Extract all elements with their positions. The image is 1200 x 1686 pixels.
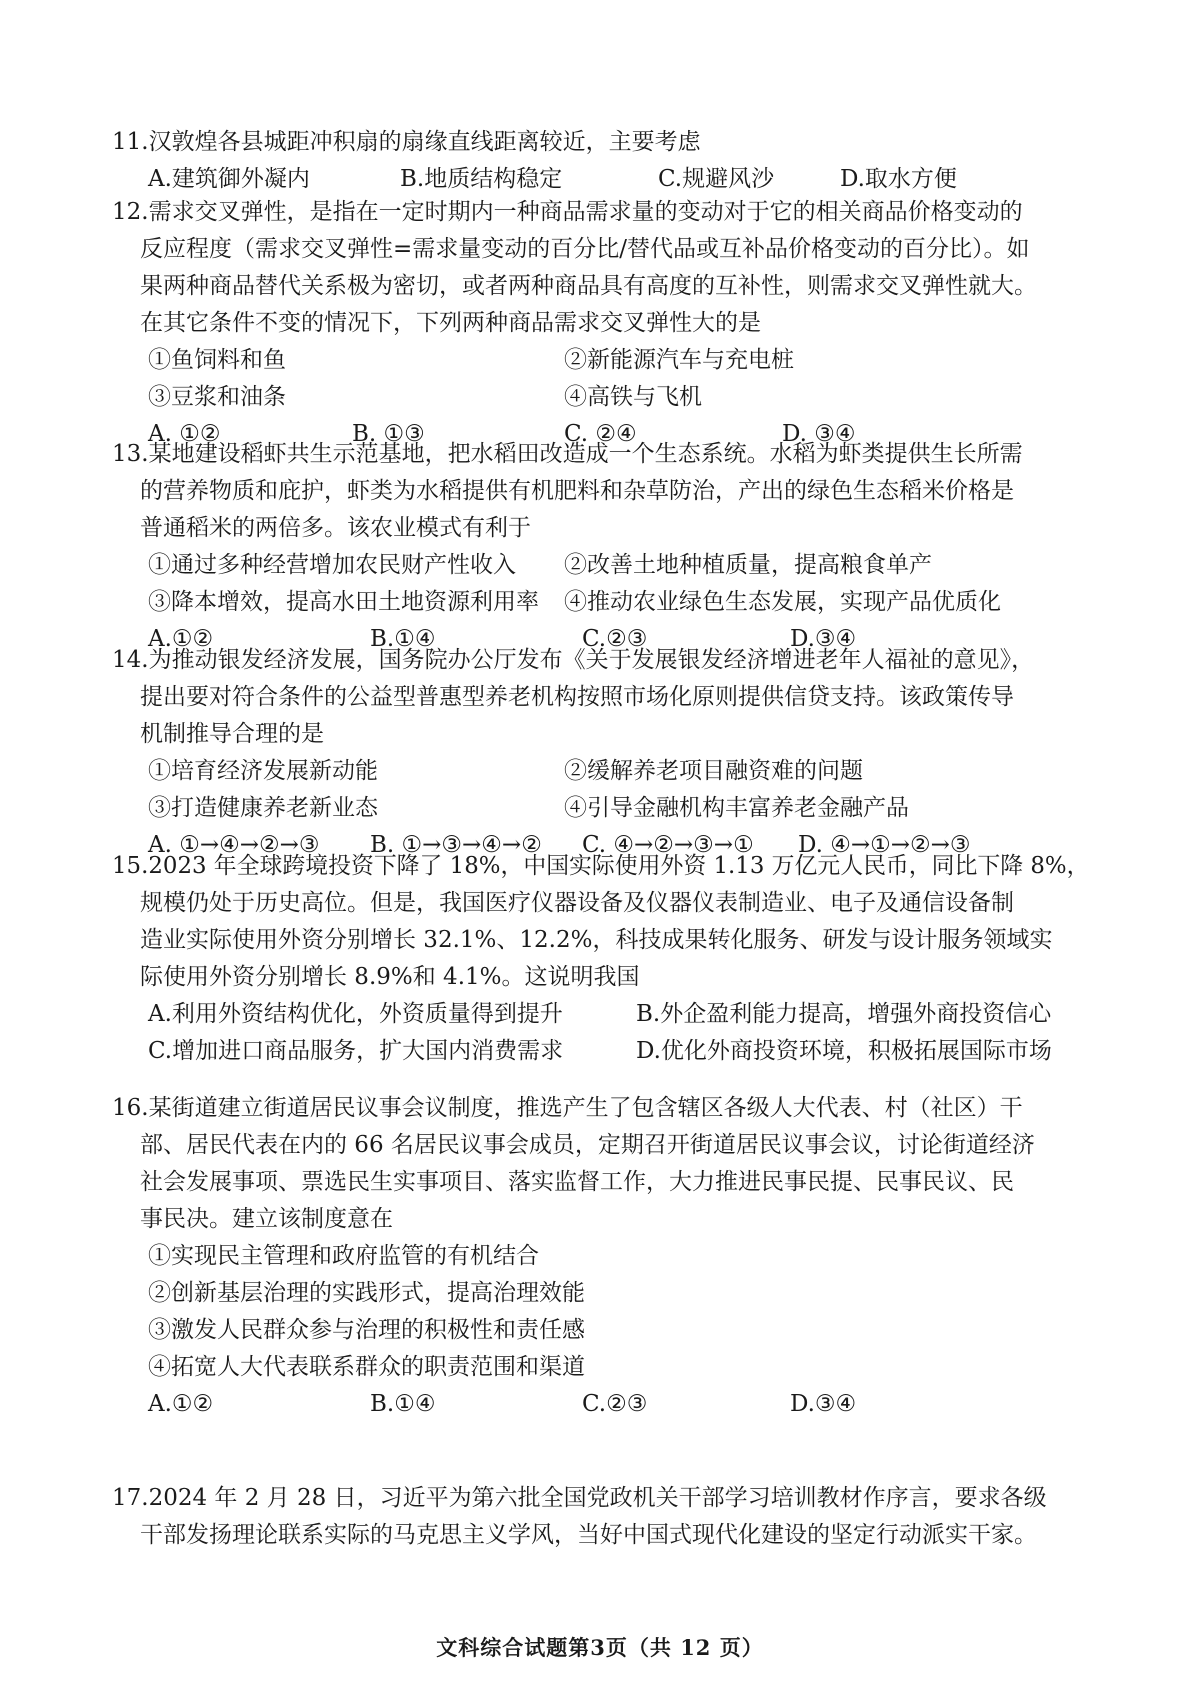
question-12 (112, 194, 1078, 453)
item-4: ④引导金融机构丰富养老金融产品 (564, 795, 909, 821)
choice-row (118, 1033, 1078, 1070)
question-15 (112, 848, 1090, 1070)
choice-d: D.取水方便 (840, 166, 957, 192)
choice-b: B. ①③ (352, 421, 425, 447)
choice-a: A. ①② (148, 421, 221, 447)
item-3: ③豆浆和油条 (148, 384, 286, 410)
question-stem-line: 普通稻米的两倍多。该农业模式有利于 (140, 515, 531, 541)
choice-d: D.③④ (790, 1391, 857, 1417)
choice-c: C.规避风沙 (658, 166, 775, 192)
item-3: ③打造健康养老新业态 (148, 795, 378, 821)
question-stem-line: 事民决。建立该制度意在 (140, 1206, 393, 1232)
question-stem-line: 干部发扬理论联系实际的马克思主义学风，当好中国式现代化建设的坚定行动派实干家。 (140, 1522, 1037, 1548)
item-1: ①实现民主管理和政府监管的有机结合 (148, 1243, 539, 1269)
item-row (118, 1312, 1078, 1349)
item-2: ②新能源汽车与充电桩 (564, 347, 794, 373)
question-stem-line: 社会发展事项、票选民生实事项目、落实监督工作，大力推进民事民提、民事民议、民 (140, 1169, 1014, 1195)
choice-c: C. ②④ (564, 421, 637, 447)
question-14 (112, 642, 1078, 864)
question-stem-line: 果两种商品替代关系极为密切，或者两种商品具有高度的互补性，则需求交叉弹性就大。 (140, 273, 1037, 299)
choice-a: A. ①→④→②→③ (148, 832, 320, 858)
choice-b: B.外企盈利能力提高，增强外商投资信心 (636, 1001, 1052, 1027)
question-stem-line: 17.2024 年 2 月 28 日，习近平为第六批全国党政机关干部学习培训教材作序言，要求各级 (112, 1485, 1047, 1511)
page-footer: 文科综合试题第3页（共 12 页） (436, 1635, 764, 1660)
item-2: ②改善土地种植质量，提高粮食单产 (564, 552, 932, 578)
choice-a: A.利用外资结构优化，外资质量得到提升 (148, 1001, 563, 1027)
question-stem-line: 12.需求交叉弹性，是指在一定时期内一种商品需求量的变动对于它的相关商品价格变动的 (112, 199, 1023, 225)
choice-row (118, 1386, 1078, 1423)
question-17 (112, 1480, 1078, 1554)
question-stem-line: 际使用外资分别增长 8.9%和 4.1%。这说明我国 (140, 964, 640, 990)
item-1: ①培育经济发展新动能 (148, 758, 378, 784)
choice-b: B. ①→③→④→② (370, 832, 542, 858)
item-row (118, 1238, 1078, 1275)
item-row (118, 1275, 1078, 1312)
item-1: ①鱼饲料和鱼 (148, 347, 286, 373)
choice-c: C.增加进口商品服务，扩大国内消费需求 (148, 1038, 564, 1064)
item-4: ④拓宽人大代表联系群众的职责范围和渠道 (148, 1354, 585, 1380)
choice-row (118, 996, 1078, 1033)
question-13 (112, 436, 1078, 658)
choice-c: C.②③ (582, 626, 648, 652)
question-stem-line: 15.2023 年全球跨境投资下降了 18%，中国实际使用外资 1.13 万亿元人民币，同比下降 8%， (112, 853, 1090, 879)
question-stem-line: 14.为推动银发经济发展，国务院办公厅发布《关于发展银发经济增进老年人福祉的意见》， (112, 647, 1035, 673)
question-stem-line: 的营养物质和庇护，虾类为水稻提供有机肥料和杂草防治，产出的绿色生态稻米价格是 (140, 478, 1014, 504)
question-16 (112, 1090, 1078, 1423)
choice-d: D.优化外商投资环境，积极拓展国际市场 (636, 1038, 1052, 1064)
choice-a: A.建筑御外凝内 (148, 166, 310, 192)
question-stem-line: 13.某地建设稻虾共生示范基地，把水稻田改造成一个生态系统。水稻为虾类提供生长所需 (112, 441, 1023, 467)
item-2: ②缓解养老项目融资难的问题 (564, 758, 863, 784)
item-1: ①通过多种经营增加农民财产性收入 (148, 552, 516, 578)
question-stem-line: 提出要对符合条件的公益型普惠型养老机构按照市场化原则提供信贷支持。该政策传导 (140, 684, 1014, 710)
item-row (118, 790, 1078, 827)
question-stem-line: 机制推导合理的是 (140, 721, 324, 747)
item-3: ③激发人民群众参与治理的积极性和责任感 (148, 1317, 585, 1343)
item-row (118, 342, 1078, 379)
item-2: ②创新基层治理的实践形式，提高治理效能 (148, 1280, 585, 1306)
item-row (118, 753, 1078, 790)
item-row (118, 547, 1078, 584)
choice-d: D. ④→①→②→③ (798, 832, 971, 858)
question-stem-line: 在其它条件不变的情况下，下列两种商品需求交叉弹性大的是 (140, 310, 761, 336)
question-11 (112, 124, 1078, 198)
choice-c: C. ④→②→③→① (582, 832, 754, 858)
choice-d: D.③④ (790, 626, 857, 652)
choice-row (118, 161, 1078, 198)
question-stem-line: 部、居民代表在内的 66 名居民议事会成员，定期召开街道居民议事会议，讨论街道经济 (140, 1132, 1035, 1158)
question-stem-line: 16.某街道建立街道居民议事会议制度，推选产生了包含辖区各级人大代表、村（社区）干 (112, 1095, 1023, 1121)
choice-a: A.①② (148, 1391, 214, 1417)
choice-b: B.①④ (370, 1391, 436, 1417)
choice-c: C.②③ (582, 1391, 648, 1417)
item-4: ④高铁与飞机 (564, 384, 702, 410)
choice-b: B.地质结构稳定 (400, 166, 563, 192)
item-row (118, 1349, 1078, 1386)
question-stem-line: 造业实际使用外资分别增长 32.1%、12.2%，科技成果转化服务、研发与设计服务领域实 (140, 927, 1053, 953)
item-row (118, 379, 1078, 416)
choice-d: D. ③④ (782, 421, 856, 447)
item-row (118, 584, 1078, 621)
choice-a: A.①② (148, 626, 214, 652)
item-4: ④推动农业绿色生态发展，实现产品优质化 (564, 589, 1001, 615)
question-stem-line: 规模仍处于历史高位。但是，我国医疗仪器设备及仪器仪表制造业、电子及通信设备制 (140, 890, 1014, 916)
choice-b: B.①④ (370, 626, 436, 652)
question-stem-line: 反应程度（需求交叉弹性=需求量变动的百分比/替代品或互补品价格变动的百分比）。如 (140, 236, 1030, 262)
question-stem-line: 11.汉敦煌各县城距冲积扇的扇缘直线距离较近，主要考虑 (112, 129, 701, 155)
item-3: ③降本增效，提高水田土地资源利用率 (148, 589, 539, 615)
